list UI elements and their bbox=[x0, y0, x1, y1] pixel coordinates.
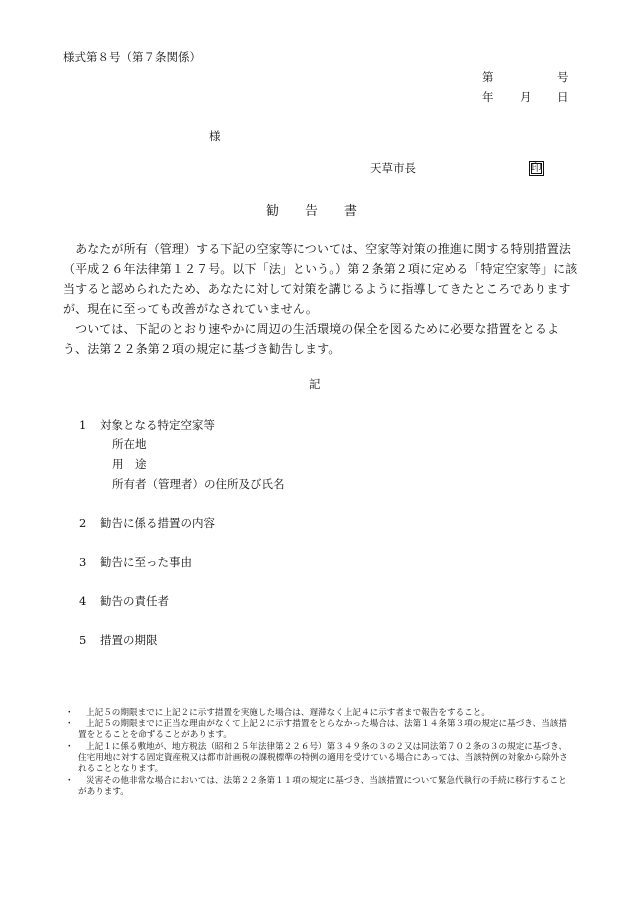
seal-stamp bbox=[529, 161, 544, 176]
body-paragraph-1: あなたが所有（管理）する下記の空家等については、空家等対策の推進に関する特別措置法（平成２６年法律第１２７号。以下「法」という。）第２条第２項に定める「特定空家等」に該当すると認められたため、あなたに対して対策を講じるように指導してきたところでありますが、現在に至っても改善がなされていません。 bbox=[63, 242, 578, 316]
note-bullet: ・ bbox=[65, 776, 74, 786]
date-day: 日 bbox=[557, 90, 569, 104]
item-number: 2 bbox=[79, 516, 87, 530]
subitem-location: 所在地 bbox=[112, 437, 147, 451]
note-4: 災害その他非常な場合においては、法第２２条第１１項の規定に基づき、当該措置について緊急代執行の手続に移行することがあります。 bbox=[78, 776, 567, 797]
document-title: 勧 告 書 bbox=[266, 204, 358, 219]
subitem-owner: 所有者（管理者）の住所及び氏名 bbox=[112, 477, 285, 491]
item-label: 対象となる特定空家等 bbox=[100, 418, 215, 432]
addressee-suffix: 様 bbox=[209, 129, 221, 143]
form-label: 様式第８号（第７条関係） bbox=[63, 50, 201, 64]
note-1: 上記５の期限までに上記２に示す措置を実施した場合は、遅滞なく上記４に示す者まで報告をすること。 bbox=[86, 708, 490, 718]
note-bullet: ・ bbox=[65, 708, 74, 718]
subitem-usage: 用 途 bbox=[112, 457, 147, 471]
note-bullet: ・ bbox=[65, 742, 74, 752]
item-label: 勧告の責任者 bbox=[100, 594, 169, 608]
item-number: 4 bbox=[79, 594, 87, 608]
seal-char: 印 bbox=[531, 163, 542, 174]
date-month: 月 bbox=[520, 90, 532, 104]
item-number: 5 bbox=[79, 633, 87, 647]
item-number: 3 bbox=[79, 555, 87, 569]
issuer-name: 天草市長 bbox=[370, 161, 416, 175]
item-label: 勧告に係る措置の内容 bbox=[100, 516, 215, 530]
item-label: 措置の期限 bbox=[100, 633, 158, 647]
item-label: 勧告に至った事由 bbox=[100, 555, 192, 569]
note-bullet: ・ bbox=[65, 719, 74, 729]
document-number-suffix: 号 bbox=[557, 70, 569, 84]
ki-marker: 記 bbox=[309, 377, 321, 391]
note-2: 上記５の期限までに正当な理由がなくて上記２に示す措置をとらなかった場合は、法第１４条第３項の規定に基づき、当該措置をとることを命ずることがあります。 bbox=[78, 719, 567, 740]
body-paragraph-2: ついては、下記のとおり速やかに周辺の生活環境の保全を図るために必要な措置をとるよう、法第２２条第２項の規定に基づき勧告します。 bbox=[63, 322, 560, 356]
note-3: 上記１に係る敷地が、地方税法（昭和２５年法律第２２６号）第３４９条の３の２又は同法第７０２条の３の規定に基づき、住宅用地に対する固定資産税又は都市計画税の課税標準の特例の適用を受けている場合にあっては、当該特例の対象から除外されることとなります。 bbox=[78, 742, 568, 774]
date-year: 年 bbox=[482, 90, 494, 104]
document-number-prefix: 第 bbox=[482, 70, 494, 84]
item-number: 1 bbox=[79, 418, 87, 432]
